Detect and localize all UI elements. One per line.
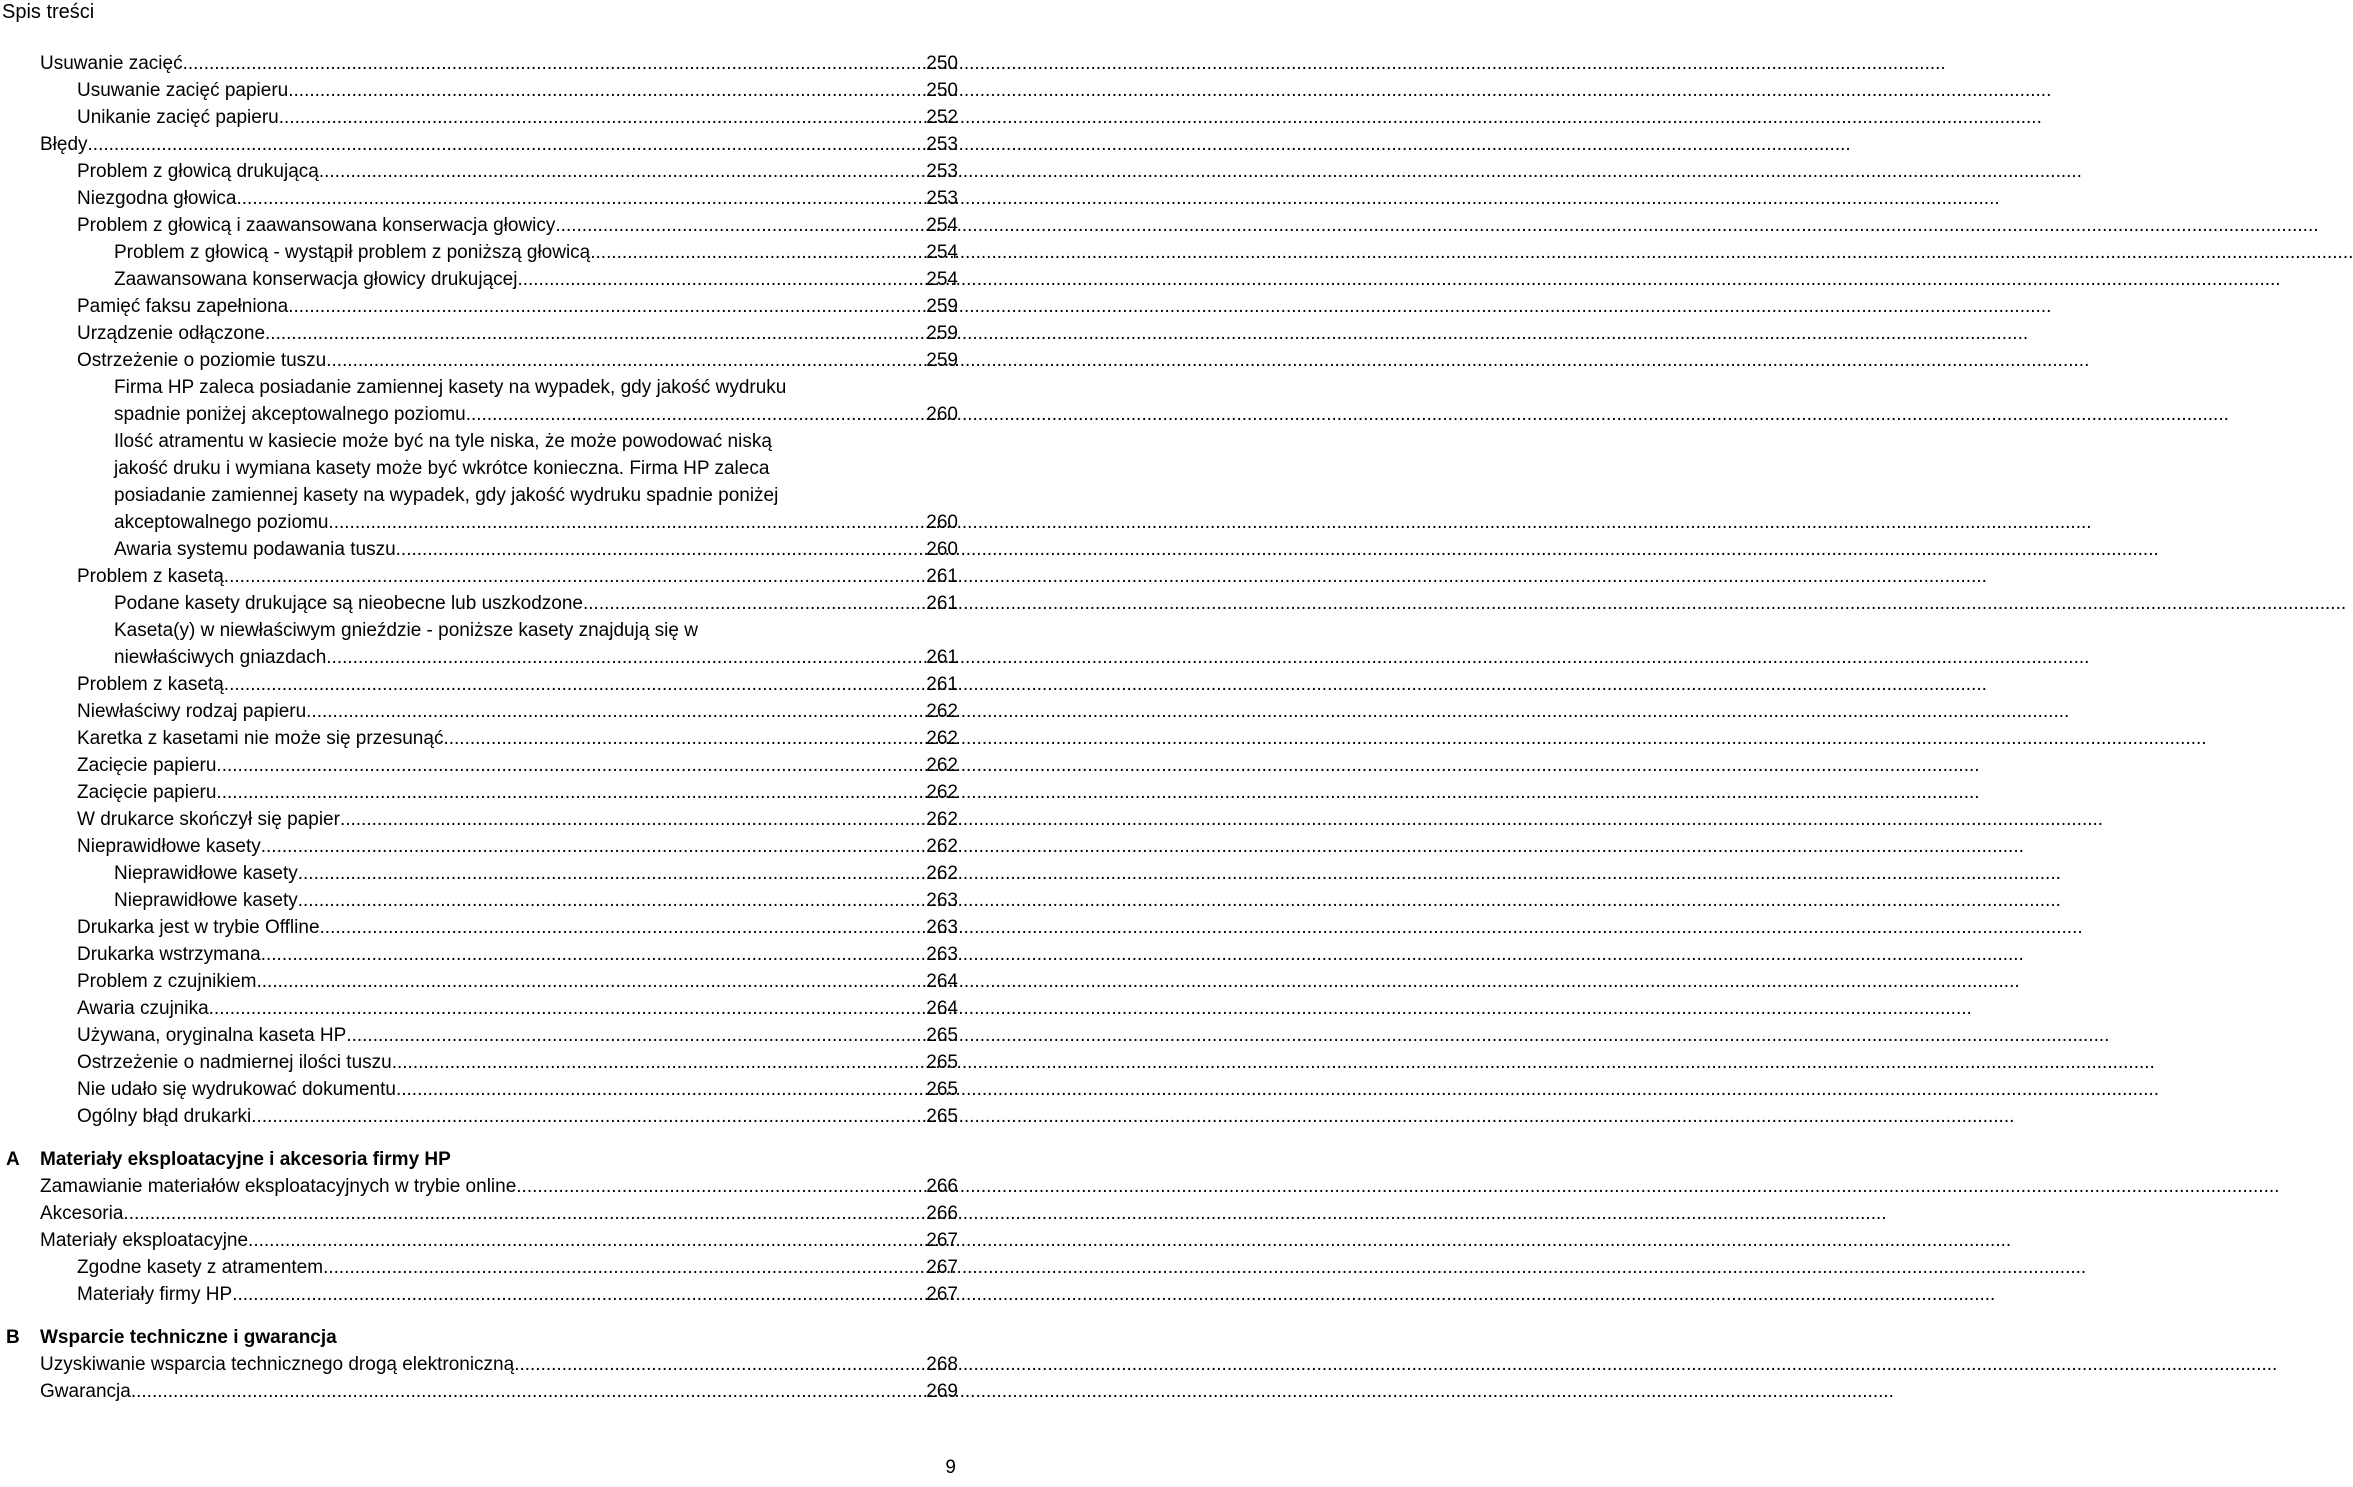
toc-entry-page-number: 260	[926, 512, 958, 533]
toc-entry-page-number: 250	[926, 80, 958, 101]
dot-leader	[88, 131, 926, 158]
toc-entry-line	[77, 1254, 958, 1281]
toc-entry-line	[77, 833, 958, 860]
table-of-contents	[0, 50, 960, 1405]
appendix-heading	[0, 1324, 960, 1351]
toc-entry-title: Urządzenie odłączone	[77, 323, 266, 344]
dot-leader	[288, 293, 925, 320]
toc-entry[interactable]	[0, 941, 960, 968]
toc-entry-line	[77, 1022, 958, 1049]
toc-entry[interactable]	[0, 239, 960, 266]
toc-entry[interactable]	[0, 1103, 960, 1130]
toc-entry-title: Zaawansowana konserwacja głowicy drukującej	[114, 269, 518, 290]
dot-leader	[288, 77, 925, 104]
toc-entry-page-number: 263	[926, 917, 958, 938]
toc-entry-title: Ostrzeżenie o nadmiernej ilości tuszu	[77, 1052, 392, 1073]
dot-leader	[514, 1351, 925, 1378]
toc-entry-line	[77, 725, 958, 752]
toc-entry-title: akceptowalnego poziomu	[114, 512, 329, 533]
toc-entry-page-number: 261	[926, 674, 958, 695]
toc-entry-line	[114, 266, 958, 293]
toc-entry-title: Awaria czujnika	[77, 998, 209, 1019]
toc-entry-page-number: 253	[926, 188, 958, 209]
dot-leader	[183, 50, 926, 77]
toc-entry-title: Ogólny błąd drukarki	[77, 1106, 252, 1127]
dot-leader	[224, 671, 926, 698]
toc-entry-page-number: 262	[926, 836, 958, 857]
toc-entry-line	[77, 995, 958, 1022]
toc-entry-title: Awaria systemu podawania tuszu	[114, 539, 396, 560]
toc-entry-page-number: 263	[926, 944, 958, 965]
toc-entry-title: W drukarce skończył się papier	[77, 809, 340, 830]
toc-entry-line	[114, 644, 958, 671]
dot-leader	[257, 968, 926, 995]
toc-entry[interactable]	[0, 1281, 960, 1308]
toc-entry-line	[114, 887, 958, 914]
toc-entry-title: Unikanie zacięć papieru	[77, 107, 279, 128]
toc-entry-line	[114, 590, 958, 617]
toc-entry-page-number: 265	[926, 1025, 958, 1046]
toc-entry[interactable]	[0, 806, 960, 833]
toc-entry[interactable]	[0, 563, 960, 590]
toc-entry-title: Materiały eksploatacyjne	[40, 1230, 249, 1251]
toc-entry-line	[77, 320, 958, 347]
toc-entry-title-line: Kaseta(y) w niewłaściwym gnieździe - poniższe kasety znajdują się w	[114, 620, 698, 641]
toc-entry-title: Nieprawidłowe kasety	[114, 890, 298, 911]
toc-entry-page-number: 268	[926, 1354, 958, 1375]
toc-entry[interactable]	[0, 1049, 960, 1076]
toc-entry-page-number: 253	[926, 161, 958, 182]
toc-entry[interactable]	[0, 131, 960, 158]
toc-entry-title: Usuwanie zacięć papieru	[77, 80, 289, 101]
dot-leader	[516, 1173, 925, 1200]
toc-entry-title: Zgodne kasety z atramentem	[77, 1257, 324, 1278]
dot-leader	[265, 320, 925, 347]
toc-entry-page-number: 254	[926, 269, 958, 290]
dot-leader	[306, 698, 925, 725]
toc-entry-page-number: 259	[926, 323, 958, 344]
dot-leader	[216, 779, 925, 806]
toc-entry-line	[77, 1103, 958, 1130]
toc-entry-line	[77, 347, 958, 374]
dot-leader	[396, 1076, 925, 1103]
toc-entry[interactable]	[0, 725, 960, 752]
dot-leader	[328, 509, 925, 536]
toc-entry-page-number: 262	[926, 701, 958, 722]
toc-entry[interactable]	[0, 1022, 960, 1049]
toc-entry[interactable]	[0, 293, 960, 320]
dot-leader	[251, 1103, 925, 1130]
toc-entry[interactable]	[0, 671, 960, 698]
dot-leader	[209, 995, 926, 1022]
toc-entry-title: Nie udało się wydrukować dokumentu	[77, 1079, 396, 1100]
toc-entry-title: Drukarka wstrzymana	[77, 944, 261, 965]
toc-entry-line	[40, 50, 958, 77]
dot-leader	[232, 1281, 925, 1308]
dot-leader	[237, 185, 926, 212]
toc-entry-page-number: 265	[926, 1052, 958, 1073]
toc-entry[interactable]	[0, 590, 960, 617]
dot-leader	[443, 725, 925, 752]
toc-entry[interactable]	[0, 50, 960, 77]
toc-entry-title: Błędy	[40, 134, 88, 155]
toc-entry-title: Drukarka jest w trybie Offline	[77, 917, 320, 938]
toc-entry-line	[40, 1173, 958, 1200]
dot-leader	[298, 860, 926, 887]
page-header-title: Spis treści	[2, 1, 95, 23]
toc-entry[interactable]	[0, 887, 960, 914]
toc-entry-line	[77, 1076, 958, 1103]
toc-entry-page-number: 266	[926, 1176, 958, 1197]
toc-entry[interactable]	[0, 104, 960, 131]
page-number: 9	[945, 1457, 956, 1478]
toc-entry-page-number: 262	[926, 863, 958, 884]
toc-entry-title: Problem z kasetą	[77, 674, 224, 695]
toc-entry-title: Zamawianie materiałów eksploatacyjnych w trybie online	[40, 1176, 517, 1197]
toc-entry-line	[77, 752, 958, 779]
toc-entry-page-number: 254	[926, 215, 958, 236]
dot-leader	[319, 158, 925, 185]
toc-entry[interactable]	[0, 266, 960, 293]
toc-entry-line	[77, 212, 958, 239]
toc-entry[interactable]	[0, 1076, 960, 1103]
toc-entry-page-number: 260	[926, 404, 958, 425]
toc-entry-title: Usuwanie zacięć	[40, 53, 183, 74]
toc-entry[interactable]	[0, 374, 960, 428]
toc-entry-line	[40, 1227, 958, 1254]
toc-entry-line	[77, 104, 958, 131]
appendix-title: Wsparcie techniczne i gwarancja	[40, 1327, 337, 1348]
toc-entry-line	[77, 941, 958, 968]
toc-entry-title: Zacięcie papieru	[77, 755, 217, 776]
toc-entry[interactable]	[0, 914, 960, 941]
toc-entry-line	[114, 401, 958, 428]
toc-entry-line	[77, 698, 958, 725]
toc-entry-title-line: jakość druku i wymiana kasety może być wkrótce konieczna. Firma HP zaleca	[114, 458, 770, 479]
toc-entry-title: Problem z czujnikiem	[77, 971, 257, 992]
toc-entry[interactable]	[0, 1254, 960, 1281]
toc-entry[interactable]	[0, 1227, 960, 1254]
toc-entry-page-number: 262	[926, 728, 958, 749]
toc-entry-title: Uzyskiwanie wsparcia technicznego drogą elektroniczną	[40, 1354, 515, 1375]
toc-entry[interactable]	[0, 698, 960, 725]
dot-leader	[590, 239, 925, 266]
toc-entry-page-number: 264	[926, 998, 958, 1019]
toc-entry-title: Akcesoria	[40, 1203, 124, 1224]
toc-entry[interactable]	[0, 347, 960, 374]
toc-entry-title: Nieprawidłowe kasety	[114, 863, 298, 884]
toc-entry-line	[114, 239, 958, 266]
dot-leader	[279, 104, 926, 131]
dot-leader	[248, 1227, 925, 1254]
toc-entry-title: spadnie poniżej akceptowalnego poziomu	[114, 404, 466, 425]
toc-entry-page-number: 265	[926, 1079, 958, 1100]
toc-entry-page-number: 261	[926, 647, 958, 668]
toc-entry[interactable]	[0, 1173, 960, 1200]
toc-entry-page-number: 252	[926, 107, 958, 128]
toc-entry-page-number: 262	[926, 755, 958, 776]
toc-entry-title-line: posiadanie zamiennej kasety na wypadek, gdy jakość wydruku spadnie poniżej	[114, 485, 779, 506]
toc-entry-line	[114, 536, 958, 563]
toc-entry-page-number: 262	[926, 782, 958, 803]
dot-leader	[555, 212, 925, 239]
toc-entry-line	[77, 1281, 958, 1308]
toc-entry-page-number: 261	[926, 566, 958, 587]
appendix-title: Materiały eksploatacyjne i akcesoria firmy HP	[40, 1149, 451, 1170]
dot-leader	[517, 266, 925, 293]
toc-entry[interactable]	[0, 833, 960, 860]
dot-leader	[131, 1378, 925, 1405]
dot-leader	[396, 536, 926, 563]
toc-entry-title: Gwarancja	[40, 1381, 131, 1402]
toc-entry-page-number: 259	[926, 296, 958, 317]
toc-entry-line	[40, 131, 958, 158]
toc-entry-page-number: 261	[926, 593, 958, 614]
toc-entry-line	[77, 779, 958, 806]
toc-entry-title-line: Ilość atramentu w kasiecie może być na tyle niska, że może powodować niską	[114, 431, 772, 452]
toc-entry-page-number: 259	[926, 350, 958, 371]
toc-entry[interactable]	[0, 212, 960, 239]
toc-entry-page-number: 265	[926, 1106, 958, 1127]
dot-leader	[224, 563, 926, 590]
toc-entry[interactable]	[0, 320, 960, 347]
toc-entry[interactable]	[0, 968, 960, 995]
dot-leader	[320, 914, 926, 941]
toc-entry-page-number: 262	[926, 809, 958, 830]
toc-entry[interactable]	[0, 617, 960, 671]
toc-entry-page-number: 260	[926, 539, 958, 560]
toc-entry-line	[77, 806, 958, 833]
toc-entry-title: Podane kasety drukujące są nieobecne lub uszkodzone	[114, 593, 583, 614]
toc-entry-page-number: 267	[926, 1284, 958, 1305]
toc-entry[interactable]	[0, 1200, 960, 1227]
toc-entry[interactable]	[0, 77, 960, 104]
dot-leader	[261, 833, 926, 860]
toc-entry-title: Nieprawidłowe kasety	[77, 836, 261, 857]
toc-entry-page-number: 253	[926, 134, 958, 155]
toc-entry-page-number: 267	[926, 1257, 958, 1278]
toc-entry-page-number: 254	[926, 242, 958, 263]
appendix-letter: A	[6, 1149, 20, 1170]
toc-entry-line	[114, 509, 958, 536]
dot-leader	[346, 1022, 925, 1049]
toc-entry[interactable]	[0, 779, 960, 806]
toc-entry-page-number: 250	[926, 53, 958, 74]
toc-entry-page-number: 269	[926, 1381, 958, 1402]
toc-entry-title: Pamięć faksu zapełniona	[77, 296, 289, 317]
toc-entry-line	[77, 563, 958, 590]
toc-entry[interactable]	[0, 1378, 960, 1405]
dot-leader	[123, 1200, 925, 1227]
dot-leader	[326, 644, 925, 671]
toc-entry[interactable]	[0, 1351, 960, 1378]
toc-entry-line	[77, 77, 958, 104]
appendix-letter: B	[6, 1327, 20, 1348]
toc-entry-line	[77, 1049, 958, 1076]
toc-entry[interactable]	[0, 752, 960, 779]
dot-leader	[216, 752, 925, 779]
toc-entry-title: Używana, oryginalna kaseta HP	[77, 1025, 347, 1046]
toc-entry-title: Problem z głowicą i zaawansowana konserwacja głowicy	[77, 215, 556, 236]
dot-leader	[392, 1049, 926, 1076]
toc-entry-title: Ostrzeżenie o poziomie tuszu	[77, 350, 327, 371]
dot-leader	[340, 806, 925, 833]
toc-entry[interactable]	[0, 185, 960, 212]
toc-entry-title: Niewłaściwy rodzaj papieru	[77, 701, 307, 722]
toc-entry-title: Niezgodna głowica	[77, 188, 237, 209]
appendix-heading	[0, 1146, 960, 1173]
toc-entry-title: niewłaściwych gniazdach	[114, 647, 327, 668]
toc-entry-line	[40, 1200, 958, 1227]
toc-entry-title: Karetka z kasetami nie może się przesunąć	[77, 728, 444, 749]
dot-leader	[298, 887, 926, 914]
toc-entry-line	[77, 158, 958, 185]
toc-entry[interactable]	[0, 860, 960, 887]
toc-entry-title: Problem z głowicą - wystąpił problem z poniższą głowicą	[114, 242, 591, 263]
toc-entry-line	[77, 185, 958, 212]
toc-entry-page-number: 267	[926, 1230, 958, 1251]
toc-entry-title-line: Firma HP zaleca posiadanie zamiennej kasety na wypadek, gdy jakość wydruku	[114, 377, 787, 398]
toc-entry-line	[77, 914, 958, 941]
toc-entry[interactable]	[0, 158, 960, 185]
toc-entry-line	[77, 968, 958, 995]
toc-entry-title: Zacięcie papieru	[77, 782, 217, 803]
dot-leader	[323, 1254, 925, 1281]
dot-leader	[583, 590, 925, 617]
toc-entry-page-number: 263	[926, 890, 958, 911]
toc-entry-page-number: 264	[926, 971, 958, 992]
toc-entry[interactable]	[0, 428, 960, 536]
toc-entry-page-number: 266	[926, 1203, 958, 1224]
toc-entry-line	[40, 1378, 958, 1405]
toc-entry[interactable]	[0, 995, 960, 1022]
toc-entry-line	[114, 860, 958, 887]
toc-entry-line	[77, 671, 958, 698]
dot-leader	[466, 401, 926, 428]
toc-entry-line	[77, 293, 958, 320]
toc-entry-title: Problem z głowicą drukującą	[77, 161, 319, 182]
toc-entry[interactable]	[0, 536, 960, 563]
toc-entry-line	[40, 1351, 958, 1378]
dot-leader	[261, 941, 926, 968]
toc-entry-title: Problem z kasetą	[77, 566, 224, 587]
dot-leader	[326, 347, 925, 374]
toc-entry-title: Materiały firmy HP	[77, 1284, 233, 1305]
